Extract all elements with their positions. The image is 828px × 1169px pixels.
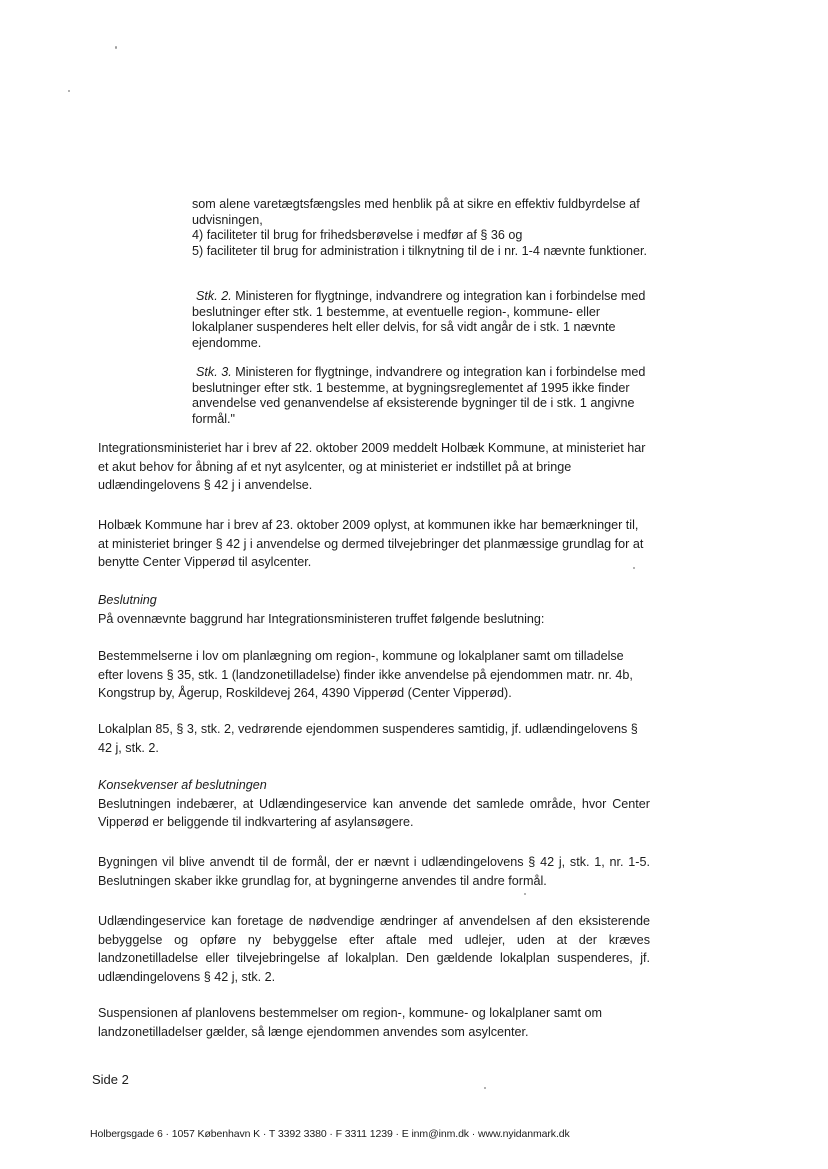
stk3-label: Stk. 3. [196,365,232,379]
paragraph-text: Bygningen vil blive anvendt til de formål, der er nævnt i udlændingelovens § 42 j, stk. 1, nr. 1-5. Beslutningen skaber ikke grundlag for, at bygningerne anvendes til andre formål. [98,855,650,888]
paragraph-1 [98,439,650,495]
quote-stk3 [192,365,660,427]
scan-speck [68,90,70,92]
paragraph-2 [98,516,650,572]
paragraph-text: Udlændingeservice kan foretage de nødvendige ændringer af anvendelsen af den eksisterende bebyggelse og opføre ny bebyggelse efter aftale med udlejer, uden at der kræves landzonetilladelse eller tilvejebringelse af lokalplan. Den gældende lokalplan suspenderes, jf. udlændingelovens § 42 j, stk. 2. [98,914,650,984]
konsekvenser-heading: Konsekvenser af beslutningen [98,778,267,792]
paragraph-text: Bestemmelserne i lov om planlægning om region-, kommune og lokalplaner samt om tilladelse efter lovens § 35, stk. 1 (landzonetilladelse) finder ikke anvendelse på ejendommen matr. nr. 4b, Kongstrup by, Ågerup, Roskildevej 264, 4390 Vipperød (Center Vipperød). [98,649,633,700]
stk2-label: Stk. 2. [196,289,232,303]
stk3-text: Ministeren for flygtninge, indvandrere og integration kan i forbindelse med beslutninger efter stk. 1 bestemme, at bygningsreglementet af 1995 ikke finder anvendelse ved genanvendelse af eksisterende bygninger til de i stk. 1 angivne formål." [192,365,646,426]
konsekvenser-section [98,776,650,832]
paragraph-text: Integrationsministeriet har i brev af 22. oktober 2009 meddelt Holbæk Kommune, at ministeriet har et akut behov for åbning af et nyt asylcenter, og at ministeriet er indstillet på at bringe udlændingelovens § 42 j i anvendelse. [98,441,646,492]
paragraph-5: Beslutningen indebærer, at Udlændingeservice kan anvende det samlede område, hvor Center Vipperød er beliggende til indkvartering af asylansøgere. [98,796,650,829]
paragraph-6 [98,853,650,890]
page-number: Side 2 [92,1072,129,1087]
paragraph-text: Holbæk Kommune har i brev af 23. oktober 2009 oplyst, at kommunen ikke har bemærkninger til, at ministeriet bringer § 42 j i anvendelse og dermed tilvejebringer det planmæssige grundlag for at benytte Center Vipperød til asylcenter. [98,518,644,569]
scan-speck [524,893,526,895]
footer-address: Holbergsgade 6 · 1057 København K · T 3392 3380 · F 3311 1239 · E inm@inm.dk · www.nyidanmark.dk [90,1128,570,1140]
quote-continuation: som alene varetægtsfængsles med henblik på at sikre en effektiv fuldbyrdelse af udvisningen, [192,197,640,227]
paragraph-8 [98,1004,650,1041]
stk2-text: Ministeren for flygtninge, indvandrere og integration kan i forbindelse med beslutninger efter stk. 1 bestemme, at eventuelle region-, kommune- eller lokalplaner suspenderes helt eller delvis, for så vidt angår de i stk. 1 nævnte ejendomme. [192,289,646,350]
quote-stk2 [192,289,660,351]
paragraph-4 [98,720,650,757]
quoted-law-section [192,197,660,259]
beslutning-heading: Beslutning [98,593,157,607]
quote-item-5: 5) faciliteter til brug for administration i tilknytning til de i nr. 1-4 nævnte funktioner. [192,243,647,258]
paragraph-7 [98,912,650,986]
quote-item-4: 4) faciliteter til brug for frihedsberøvelse i medfør af § 36 og [192,228,523,242]
beslutning-intro: På ovennævnte baggrund har Integrationsministeren truffet følgende beslutning: [98,611,545,626]
paragraph-text: Lokalplan 85, § 3, stk. 2, vedrørende ejendommen suspenderes samtidig, jf. udlændingelovens § 42 j, stk. 2. [98,722,638,755]
scan-speck [484,1087,486,1089]
scan-speck [115,46,117,49]
paragraph-text: Suspensionen af planlovens bestemmelser om region-, kommune- og lokalplaner samt om landzonetilladelser gælder, så længe ejendommen anvendes som asylcenter. [98,1006,603,1039]
paragraph-3 [98,647,650,703]
beslutning-section [98,591,650,628]
